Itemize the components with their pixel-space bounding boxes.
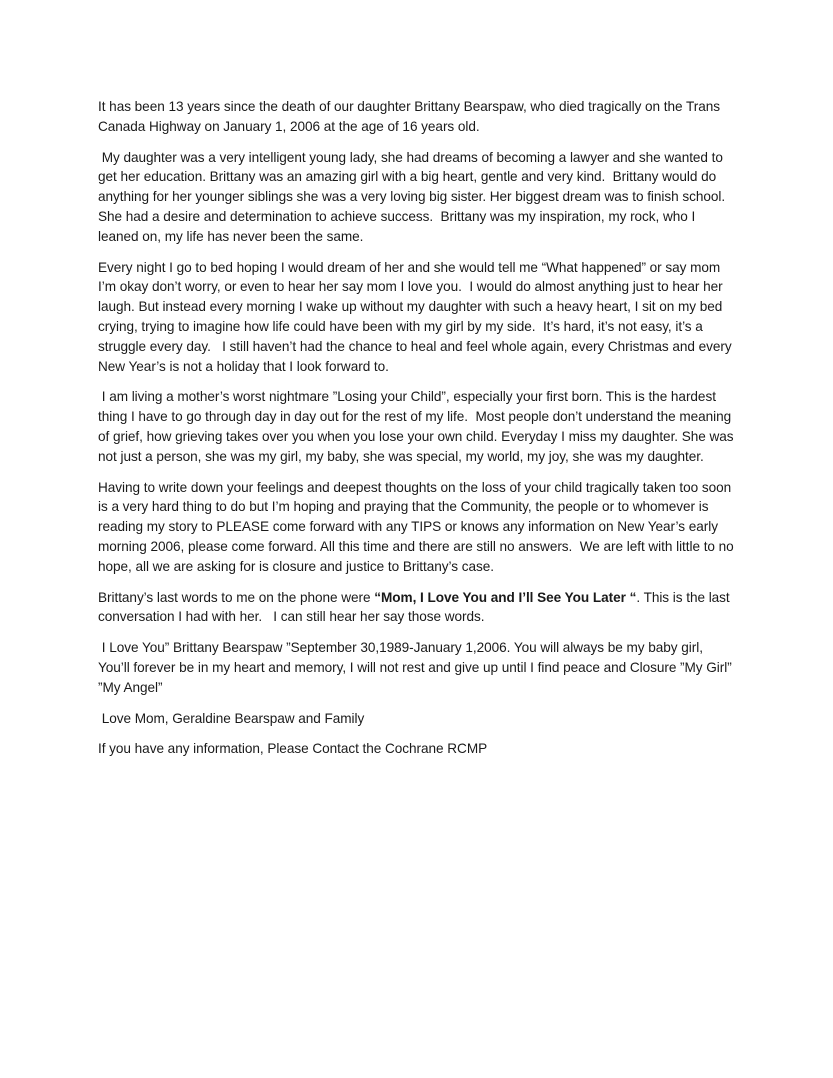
paragraph-every-night: Every night I go to bed hoping I would dream of her and she would tell me “What happened” or say mom I’m okay don’t worry, or even to hear her say mom I love you. I would do almost anything just to hear her laugh. But instead every morning I wake up without my daughter with such a heavy heart, I sit on my bed crying, trying to imagine how life could have been with my girl by my side. It’s hard, it’s not easy, it’s a struggle every day. I still haven’t had the chance to heal and feel whole again, every Christmas and every New Year’s is not a holiday that I look forward to. [98, 259, 736, 374]
contact-line: If you have any information, Please Contact the Cochrane RCMP [98, 741, 488, 757]
paragraph-nightmare: I am living a mother’s worst nightmare ”Losing your Child”, especially your first born. This is the hardest thing I have to go through day in day out for the rest of my life. Most people don’t understand the meaning of grief, how grieving takes over you when you lose your own child. Everyday I miss my daughter. She was not just a person, she was my girl, my baby, she was special, my world, my joy, she was my daughter. [98, 389, 738, 464]
last-words-outro: . This is the last conversation I had with her. I can still hear her say those words. [98, 589, 734, 625]
signature-line: Love Mom, Geraldine Bearspaw and Family [98, 710, 365, 726]
last-words-quote: “Mom, I Love You and I’ll See You Later “ [374, 589, 637, 605]
paragraph-dedication: I Love You” Brittany Bearspaw ”September 30,1989-January 1,2006. You will always be my baby girl, You’ll forever be in my heart and memory, I will not rest and give up until I find peace and Closure ”My Girl” ”My Angel” [98, 640, 736, 695]
paragraph-intro: It has been 13 years since the death of our daughter Brittany Bearspaw, who died tragically on the Trans Canada Highway on January 1, 2006 at the age of 16 years old. [98, 99, 724, 134]
paragraph-daughter-description: My daughter was a very intelligent young lady, she had dreams of becoming a lawyer and she wanted to get her education. Brittany was an amazing girl with a big heart, gentle and very kind. Brittany would do anything for her younger siblings she was a very loving big sister. Her biggest dream was to finish school. She had a desire and determination to achieve success. Brittany was my inspiration, my rock, who I leaned on, my life has never been the same. [98, 149, 733, 244]
paragraph-last-words [98, 588, 736, 628]
last-words-intro: Brittany’s last words to me on the phone were [98, 589, 375, 605]
letter-body [98, 97, 736, 770]
paragraph-appeal: Having to write down your feelings and deepest thoughts on the loss of your child tragically taken too soon is a very hard thing to do but I’m hoping and praying that the Community, the people or to whomever is reading my story to PLEASE come forward with any TIPS or knows any information on New Year’s early morning 2006, please come forward. All this time and there are still no answers. We are left with little to no hope, all we are asking for is closure and justice to Brittany’s case. [98, 479, 738, 574]
